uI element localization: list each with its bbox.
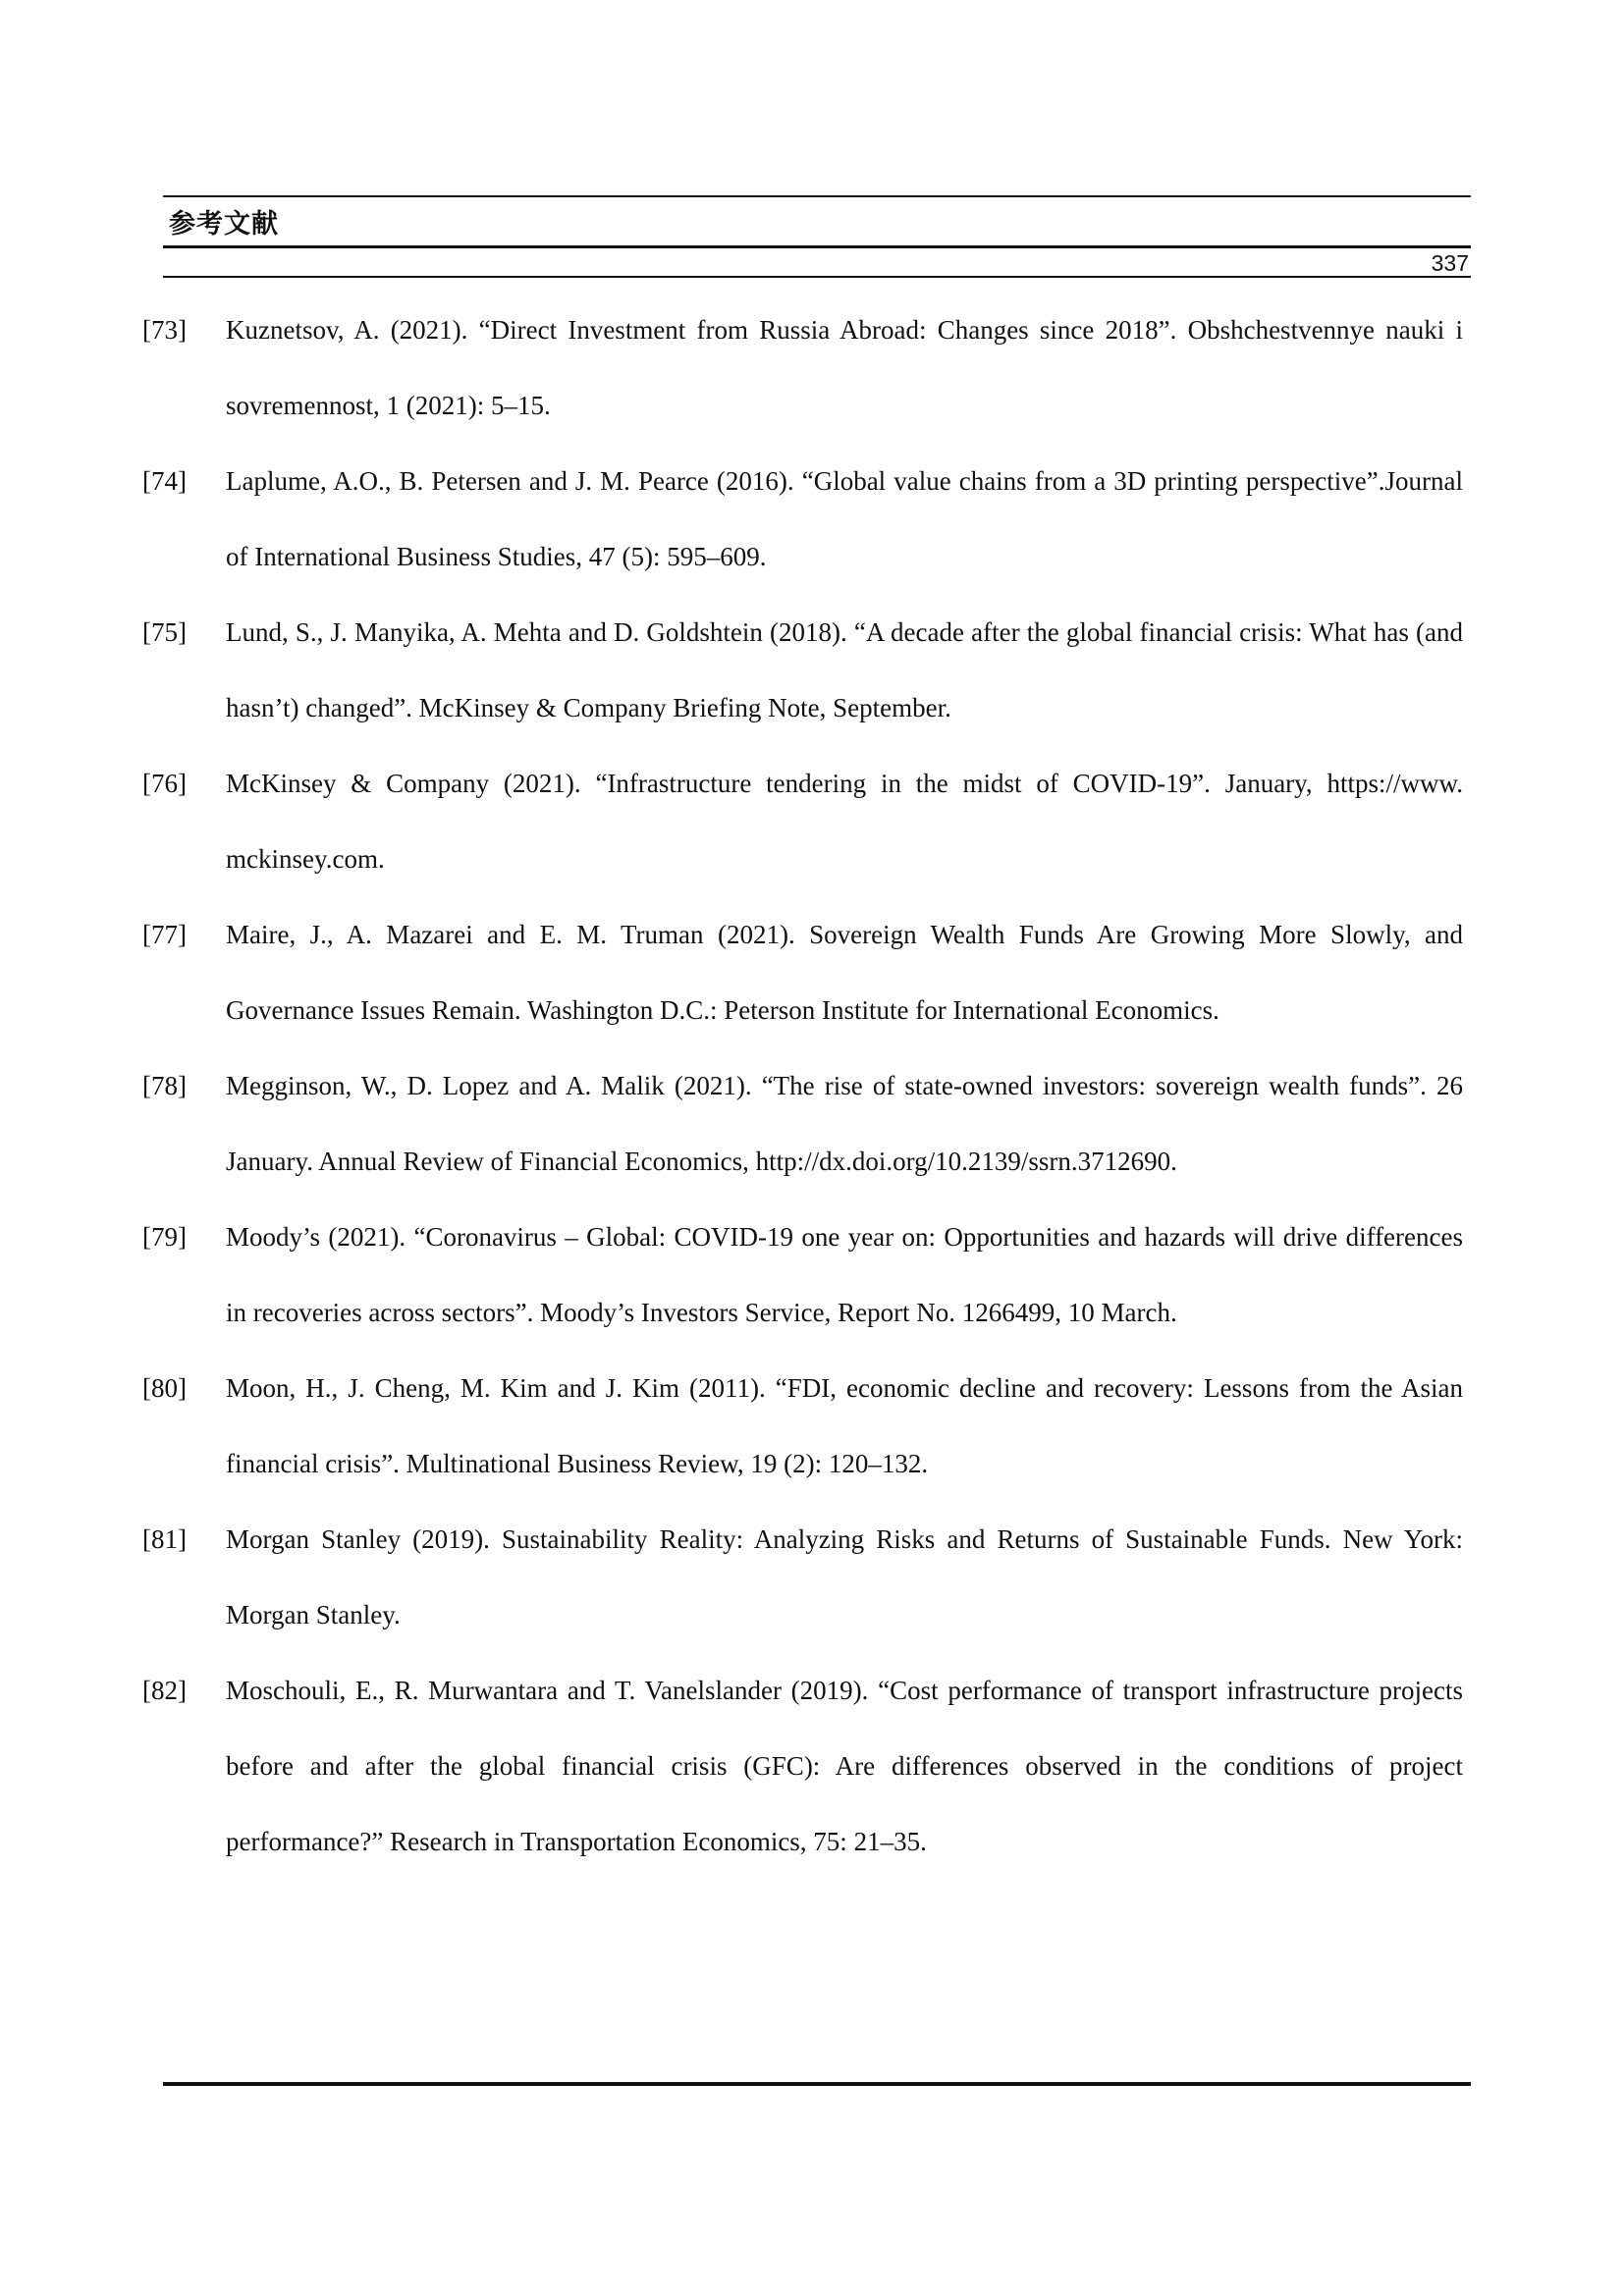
reference-item-75 bbox=[142, 595, 1463, 746]
reference-text: McKinsey & Company (2021). “Infrastructure tendering in the midst of COVID-19”. January, https://www. mckinsey.com. bbox=[226, 769, 1463, 874]
reference-item-78 bbox=[142, 1048, 1463, 1200]
reference-item-76 bbox=[142, 746, 1463, 897]
reference-number: [80] bbox=[142, 1373, 187, 1403]
reference-text: Moschouli, E., R. Murwantara and T. Vanelslander (2019). “Cost performance of transport infrastructure projects before and after the global financial crisis (GFC): Are differences observed in the conditions of project performance?” Research in Transportation Economics, 75: 21–35. bbox=[226, 1676, 1463, 1856]
reference-item-73 bbox=[142, 293, 1463, 444]
footer-rule bbox=[163, 2082, 1471, 2086]
reference-item-82 bbox=[142, 1653, 1463, 1880]
reference-text: Morgan Stanley (2019). Sustainability Reality: Analyzing Risks and Returns of Sustainable Funds. New York: Morgan Stanley. bbox=[226, 1524, 1463, 1629]
header-rule bbox=[163, 245, 1471, 248]
reference-text: Laplume, A.O., B. Petersen and J. M. Pearce (2016). “Global value chains from a 3D printing perspective”.Journal of International Business Studies, 47 (5): 595–609. bbox=[226, 466, 1463, 571]
header-thin-rule bbox=[163, 276, 1471, 278]
reference-number: [82] bbox=[142, 1676, 187, 1705]
reference-number: [74] bbox=[142, 466, 187, 496]
reference-number: [78] bbox=[142, 1071, 187, 1100]
reference-item-79 bbox=[142, 1200, 1463, 1351]
reference-text: Moon, H., J. Cheng, M. Kim and J. Kim (2011). “FDI, economic decline and recovery: Lessons from the Asian financial crisis”. Multinational Business Review, 19 (2): 120–132. bbox=[226, 1373, 1463, 1478]
reference-text: Moody’s (2021). “Coronavirus – Global: COVID-19 one year on: Opportunities and hazards will drive differences in recoveries across sectors”. Moody’s Investors Service, Report No. 1266499, 10 March. bbox=[226, 1222, 1463, 1327]
reference-number: [81] bbox=[142, 1524, 187, 1554]
reference-item-77 bbox=[142, 897, 1463, 1048]
reference-item-74 bbox=[142, 444, 1463, 595]
reference-number: [76] bbox=[142, 769, 187, 798]
header-top-rule bbox=[163, 195, 1471, 197]
reference-number: [79] bbox=[142, 1222, 187, 1252]
reference-text: Maire, J., A. Mazarei and E. M. Truman (2021). Sovereign Wealth Funds Are Growing More Slowly, and Governance Issues Remain. Washington D.C.: Peterson Institute for International Economics. bbox=[226, 920, 1463, 1025]
reference-text: Lund, S., J. Manyika, A. Mehta and D. Goldshtein (2018). “A decade after the global financial crisis: What has (and hasn’t) changed”. McKinsey & Company Briefing Note, September. bbox=[226, 617, 1463, 722]
section-title: 参考文献 bbox=[169, 209, 279, 240]
reference-item-81 bbox=[142, 1502, 1463, 1653]
reference-number: [77] bbox=[142, 920, 187, 949]
reference-list bbox=[142, 293, 1463, 1880]
reference-text: Megginson, W., D. Lopez and A. Malik (2021). “The rise of state-owned investors: sovereign wealth funds”. 26 January. Annual Review of Financial Economics, http://dx.doi.org/10.2139/ssrn.3712690. bbox=[226, 1071, 1463, 1176]
reference-number: [75] bbox=[142, 617, 187, 647]
page-number: 337 bbox=[1431, 250, 1469, 276]
reference-number: [73] bbox=[142, 315, 187, 345]
reference-text: Kuznetsov, A. (2021). “Direct Investment from Russia Abroad: Changes since 2018”. Obshchestvennye nauki i sovremennost, 1 (2021): 5–15. bbox=[226, 315, 1463, 420]
reference-item-80 bbox=[142, 1351, 1463, 1502]
